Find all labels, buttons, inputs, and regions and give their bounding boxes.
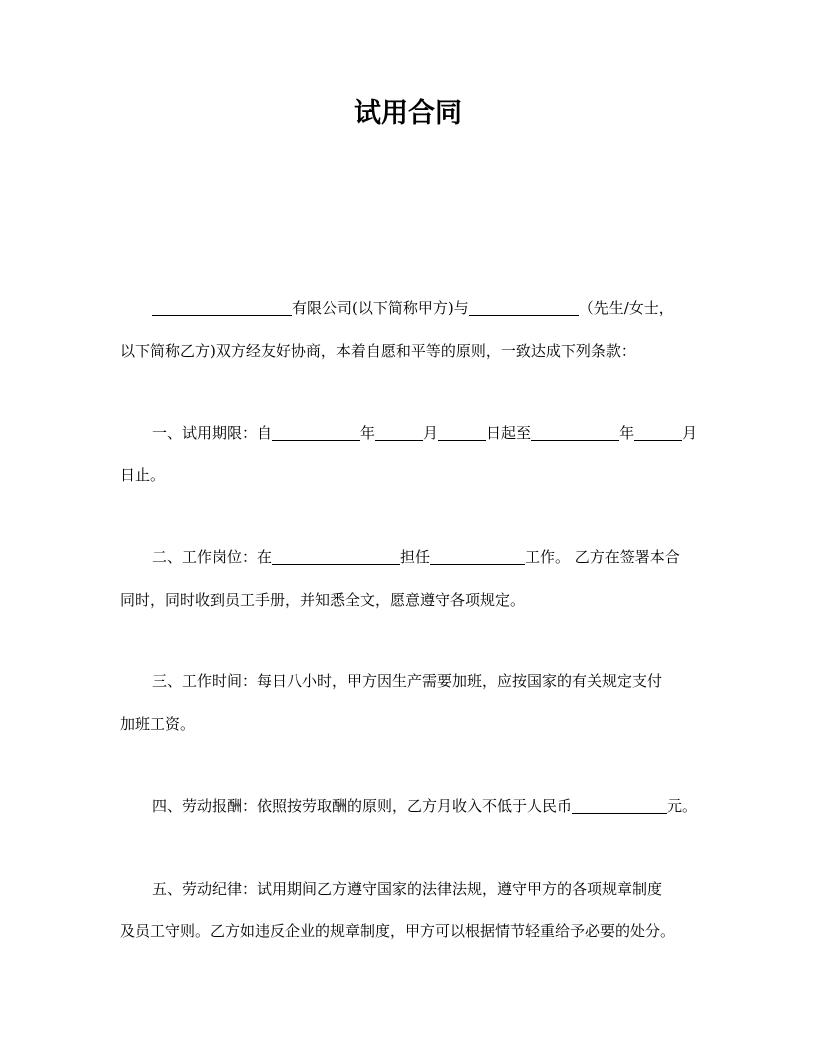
clause-2-serve-label: 担任	[400, 548, 431, 566]
intro-line-1	[152, 297, 674, 319]
clause-4-suffix: 元。	[667, 797, 698, 815]
clause-1-month-label: 月	[423, 424, 439, 442]
intro-text-2: （先生/女士，	[578, 299, 674, 317]
start-month-blank[interactable]	[375, 425, 423, 441]
end-month-blank[interactable]	[634, 425, 682, 441]
start-day-blank[interactable]	[438, 425, 486, 441]
workplace-blank[interactable]	[272, 549, 400, 565]
clause-3-line-2: 加班工资。	[120, 715, 196, 733]
clause-2-work-text: 工作。 乙方在签署本合	[525, 548, 680, 566]
clause-2-line-2: 同时，同时收到员工手册，并知悉全文，愿意遵守各项规定。	[120, 591, 526, 609]
clause-2-prefix: 二、工作岗位：在	[152, 548, 273, 566]
clause-1-day-from-label: 日起至	[486, 424, 532, 442]
document-title: 试用合同	[354, 98, 462, 129]
clause-1-year-label: 年	[360, 424, 376, 442]
clause-2-line-1	[152, 546, 680, 568]
clause-5-line-1: 五、劳动纪律：试用期间乙方遵守国家的法律法规，遵守甲方的各项规章制度	[152, 880, 663, 898]
employee-name-blank[interactable]	[469, 300, 579, 316]
position-blank[interactable]	[430, 549, 525, 565]
salary-amount-blank[interactable]	[572, 798, 667, 814]
clause-5-line-2: 及员工守则。乙方如违反企业的规章制度，甲方可以根据情节轻重给予必要的处分。	[120, 922, 676, 940]
clause-1-month2-label: 月	[682, 424, 698, 442]
intro-line-2: 以下简称乙方)双方经友好协商，本着自愿和平等的原则，一致达成下列条款：	[120, 342, 636, 360]
end-year-blank[interactable]	[531, 425, 619, 441]
clause-3-line-1: 三、工作时间：每日八小时，甲方因生产需要加班，应按国家的有关规定支付	[152, 672, 663, 690]
clause-1-line-1	[152, 422, 697, 444]
clause-4-line-1	[152, 795, 697, 817]
clause-1-prefix: 一、试用期限：自	[152, 424, 273, 442]
clause-1-line-2: 日止。	[120, 466, 166, 484]
intro-text-1: 有限公司(以下简称甲方)与	[292, 299, 469, 317]
clause-1-year2-label: 年	[619, 424, 635, 442]
clause-4-prefix: 四、劳动报酬：依照按劳取酬的原则，乙方月收入不低于人民币	[152, 797, 573, 815]
start-year-blank[interactable]	[272, 425, 360, 441]
company-name-blank[interactable]	[152, 300, 292, 316]
